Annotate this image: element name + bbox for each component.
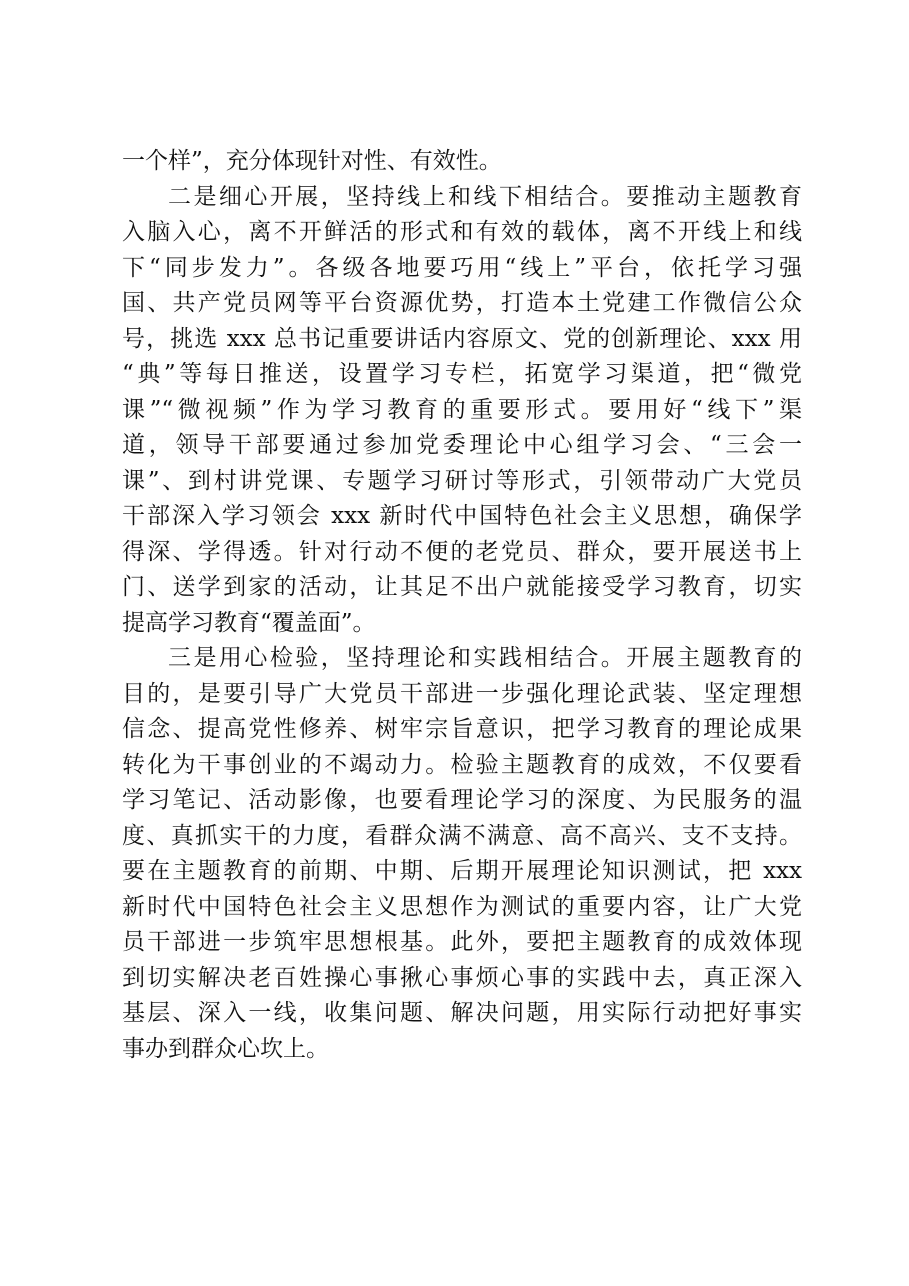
text-line: 二是细心开展，坚持线上和线下相结合。要推动主题教育 [168,183,802,210]
text-line: 号，挑选 xxx 总书记重要讲话内容原文、党的创新理论、xxx 用 [122,325,802,352]
paragraph-2 [122,180,802,642]
text-line: 基层、深入一线，收集问题、解决问题，用实际行动把好事实 [122,1000,802,1026]
text-line: 员干部进一步筑牢思想根基。此外，要把主题教育的成效体现 [122,929,802,955]
text-line: 度、真抓实干的力度，看群众满不满意、高不高兴、支不支持。 [122,822,802,849]
text-line: 提高学习教育“覆盖面”。 [122,609,376,636]
text-line: 信念、提高党性修养、树牢宗旨意识，把学习教育的理论成果 [122,716,802,742]
text-line: 学习笔记、活动影像，也要看理论学习的深度、为民服务的温 [122,787,802,813]
text-line: 新时代中国特色社会主义思想作为测试的重要内容，让广大党 [122,893,802,920]
text-line: 课”“微视频”作为学习教育的重要形式。要用好“线下”渠 [122,396,802,423]
text-line: 课”、到村讲党课、专题学习研讨等形式，引领带动广大党员 [122,467,802,494]
text-line: 干部深入学习领会 xxx 新时代中国特色社会主义思想，确保学 [122,503,802,529]
text-line: 下“同步发力”。各级各地要巧用“线上”平台，依托学习强 [122,254,802,281]
text-line: 到切实解决老百姓操心事揪心事烦心事的实践中去，真正深入 [122,964,802,991]
text-line: 一个样”，充分体现针对性、有效性。 [122,148,502,174]
text-line: 目的，是要引导广大党员干部进一步强化理论武装、坚定理想 [122,680,802,707]
paragraph-3 [122,641,802,1067]
text-line: 入脑入心，离不开鲜活的形式和有效的载体，离不开线上和线 [122,219,802,245]
paragraph-1-tail [122,144,802,180]
text-line: 门、送学到家的活动，让其足不出户就能接受学习教育，切实 [122,574,802,600]
text-line: 事办到群众心坎上。 [122,1035,329,1062]
text-line: “典”等每日推送，设置学习专栏，拓宽学习渠道，把“微党 [122,361,802,387]
document-body [122,144,802,1067]
text-line: 要在主题教育的前期、中期、后期开展理论知识测试，把 xxx [122,858,802,884]
text-line: 得深、学得透。针对行动不便的老党员、群众，要开展送书上 [122,538,802,565]
text-line: 国、共产党员网等平台资源优势，打造本土党建工作微信公众 [122,290,802,316]
text-line: 三是用心检验，坚持理论和实践相结合。开展主题教育的 [168,645,802,671]
text-line: 转化为干事创业的不竭动力。检验主题教育的成效，不仅要看 [122,751,802,778]
text-line: 道，领导干部要通过参加党委理论中心组学习会、“三会一 [122,432,802,458]
